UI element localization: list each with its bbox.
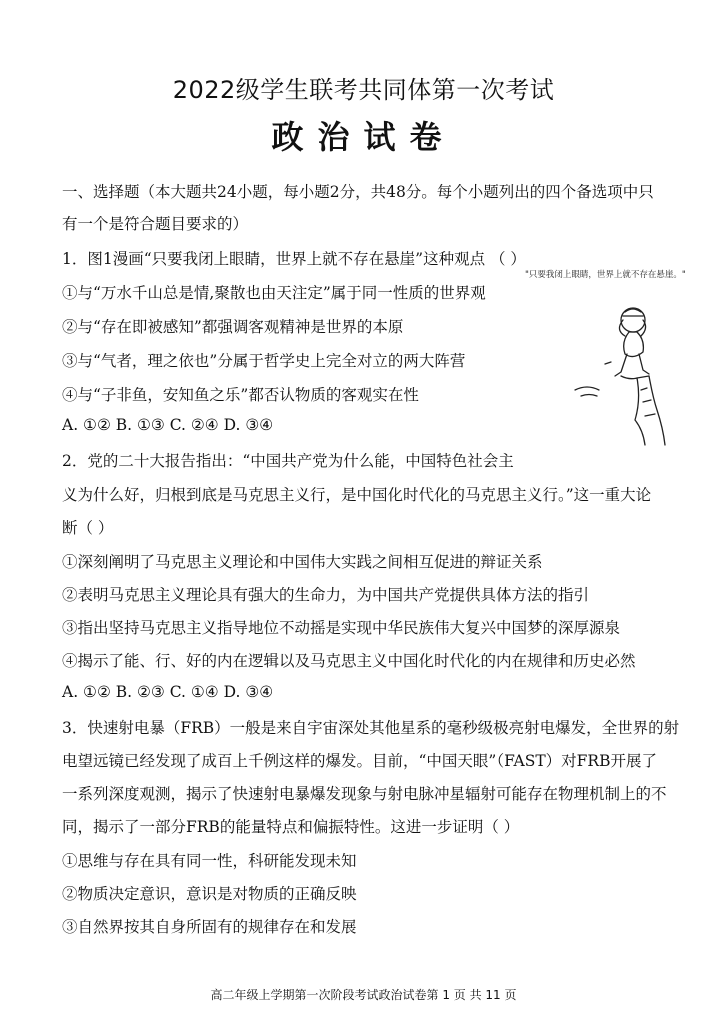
q1-option-2: ②与“存在即被感知”都强调客观精神是世界的本原: [62, 318, 404, 336]
cliff-figure-drawing: [525, 280, 715, 450]
q2-option-1: ①深刻阐明了马克思主义理论和中国伟大实践之间相互促进的辩证关系: [62, 553, 543, 571]
q1-stem: 1．图1漫画“只要我闭上眼睛，世界上就不存在悬崖”这种观点 （ ）: [62, 250, 526, 268]
q2-stem-line3: 断（ ）: [62, 519, 114, 537]
page-footer: 高二年级上学期第一次阶段考试政治试卷第 1 页 共 11 页: [210, 988, 517, 1002]
q3-stem-line1: 3．快速射电暴（FRB）一般是来自宇宙深处其他星系的毫秒级极亮射电爆发，全世界的射: [62, 719, 680, 737]
q2-option-4: ④揭示了能、行、好的内在逻辑以及马克思主义中国化时代化的内在规律和历史必然: [62, 652, 636, 670]
cliff-comic-illustration: [525, 268, 715, 448]
q3-option-2: ②物质决定意识，意识是对物质的正确反映: [62, 885, 357, 903]
q3-stem-line4: 同，揭示了一部分FRB的能量特点和偏振特性。这进一步证明（ ）: [62, 818, 520, 836]
exam-title: 2022级学生联考共同体第一次考试: [172, 76, 555, 104]
comic-caption: "只要我闭上眼睛，世界上就不存在悬崖。": [525, 270, 686, 280]
q3-option-3: ③自然界按其自身所固有的规律存在和发展: [62, 918, 357, 936]
q2-stem-line1: 2．党的二十大报告指出：“中国共产党为什么能，中国特色社会主: [62, 452, 514, 470]
q3-option-1: ①思维与存在具有同一性，科研能发现未知: [62, 852, 357, 870]
section-heading-line1: 一、选择题（本大题共24小题，每小题2分，共48分。每个小题列出的四个备选项中只: [62, 183, 654, 201]
q2-stem-line2: 义为什么好，归根到底是马克思主义行，是中国化时代化的马克思主义行。”这一重大论: [62, 486, 652, 504]
q2-choices: A. ①② B. ②③ C. ①④ D. ③④: [62, 683, 274, 701]
q2-option-3: ③指出坚持马克思主义指导地位不动摇是实现中华民族伟大复兴中国梦的深厚源泉: [62, 619, 621, 637]
q3-stem-line2: 电望远镜已经发现了成百上千例这样的爆发。目前，“中国天眼”（FAST）对FRB开展了: [62, 752, 657, 770]
q3-stem-line3: 一系列深度观测，揭示了快速射电暴爆发现象与射电脉冲星辐射可能存在物理机制上的不: [62, 785, 667, 803]
q1-choices: A. ①② B. ①③ C. ②④ D. ③④: [62, 416, 274, 434]
q1-option-1: ①与“万水千山总是情,聚散也由天注定”属于同一性质的世界观: [62, 284, 486, 302]
q1-option-3: ③与“气者，理之依也”分属于哲学史上完全对立的两大阵营: [62, 352, 466, 370]
q2-option-2: ②表明马克思主义理论具有强大的生命力，为中国共产党提供具体方法的指引: [62, 586, 590, 604]
section-heading-line2: 有一个是符合题目要求的）: [62, 215, 249, 233]
q1-option-4: ④与“子非鱼，安知鱼之乐”都否认物质的客观实在性: [62, 386, 419, 404]
subject-title: 政治试卷: [271, 118, 456, 156]
